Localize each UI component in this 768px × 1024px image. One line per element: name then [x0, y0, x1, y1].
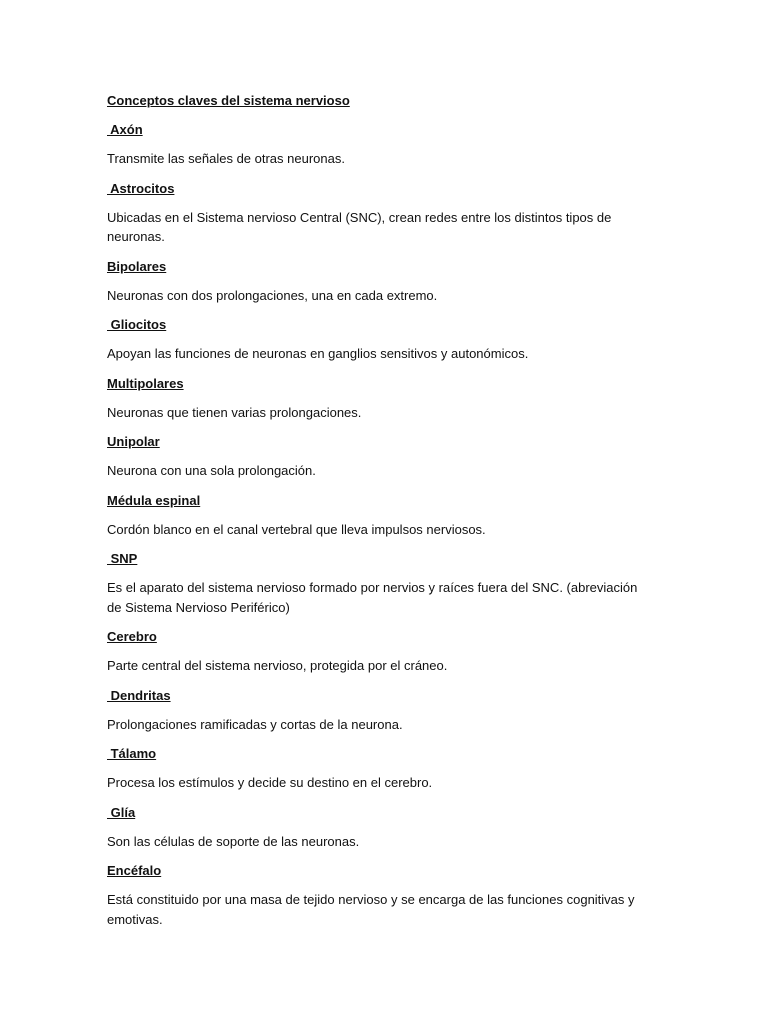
glossary-entry: [107, 549, 652, 617]
glossary-entry: [107, 179, 652, 247]
glossary-term: Unipolar: [107, 434, 160, 449]
glossary-term: Cerebro: [107, 629, 157, 644]
glossary-term: Encéfalo: [107, 863, 162, 878]
glossary-definition: Está constituido por una masa de tejido nervioso y se encarga de las funciones cognitivas y emotivas.: [107, 892, 635, 927]
glossary-definition: Prolongaciones ramificadas y cortas de la neurona.: [107, 716, 403, 732]
glossary-definition: Ubicadas en el Sistema nervioso Central (SNC), crean redes entre los distintos tipos de neuronas.: [107, 209, 612, 244]
glossary-entry: [107, 627, 652, 676]
glossary-entry: [107, 315, 652, 364]
glossary-entry: [107, 686, 652, 735]
glossary-term: Multipolares: [107, 375, 184, 391]
glossary-term: Dendritas: [107, 687, 171, 703]
glossary-definition: Transmite las señales de otras neuronas.: [107, 151, 345, 166]
glossary-term: Gliocitos: [107, 317, 167, 332]
glossary-definition: Apoyan las funciones de neuronas en ganglios sensitivos y autonómicos.: [107, 346, 529, 361]
glossary-term: Axón: [107, 122, 143, 137]
glossary-term: Bipolares: [107, 258, 167, 274]
glossary-entry: [107, 120, 652, 169]
glossary-entry: [107, 432, 652, 481]
glossary-definition: Es el aparato del sistema nervioso formado por nervios y raíces fuera del SNC. (abreviación de Sistema Nervioso Periférico): [107, 580, 638, 615]
glossary-definition: Neuronas que tienen varias prolongaciones.: [107, 404, 362, 420]
glossary-term: Astrocitos: [107, 180, 175, 196]
glossary-entry: [107, 374, 652, 423]
glossary-definition: Neurona con una sola prolongación.: [107, 463, 316, 478]
glossary-term: Médula espinal: [107, 492, 201, 508]
document-page: [107, 91, 652, 939]
glossary-term: Tálamo: [107, 746, 157, 761]
glossary-definition: Procesa los estímulos y decide su destino en el cerebro.: [107, 775, 433, 790]
glossary-term: SNP: [107, 551, 138, 566]
glossary-term: Glía: [107, 804, 136, 820]
document-title: Conceptos claves del sistema nervioso: [107, 93, 350, 108]
glossary-entry: [107, 491, 652, 540]
glossary-definition: Cordón blanco en el canal vertebral que lleva impulsos nerviosos.: [107, 521, 486, 537]
glossary-definition: Parte central del sistema nervioso, protegida por el cráneo.: [107, 658, 448, 673]
glossary-entry: [107, 861, 652, 929]
glossary-definition: Neuronas con dos prolongaciones, una en cada extremo.: [107, 287, 438, 303]
glossary-definition: Son las células de soporte de las neuronas.: [107, 833, 360, 849]
glossary-entry: [107, 257, 652, 306]
glossary-entry: [107, 803, 652, 852]
glossary-entry: [107, 744, 652, 793]
